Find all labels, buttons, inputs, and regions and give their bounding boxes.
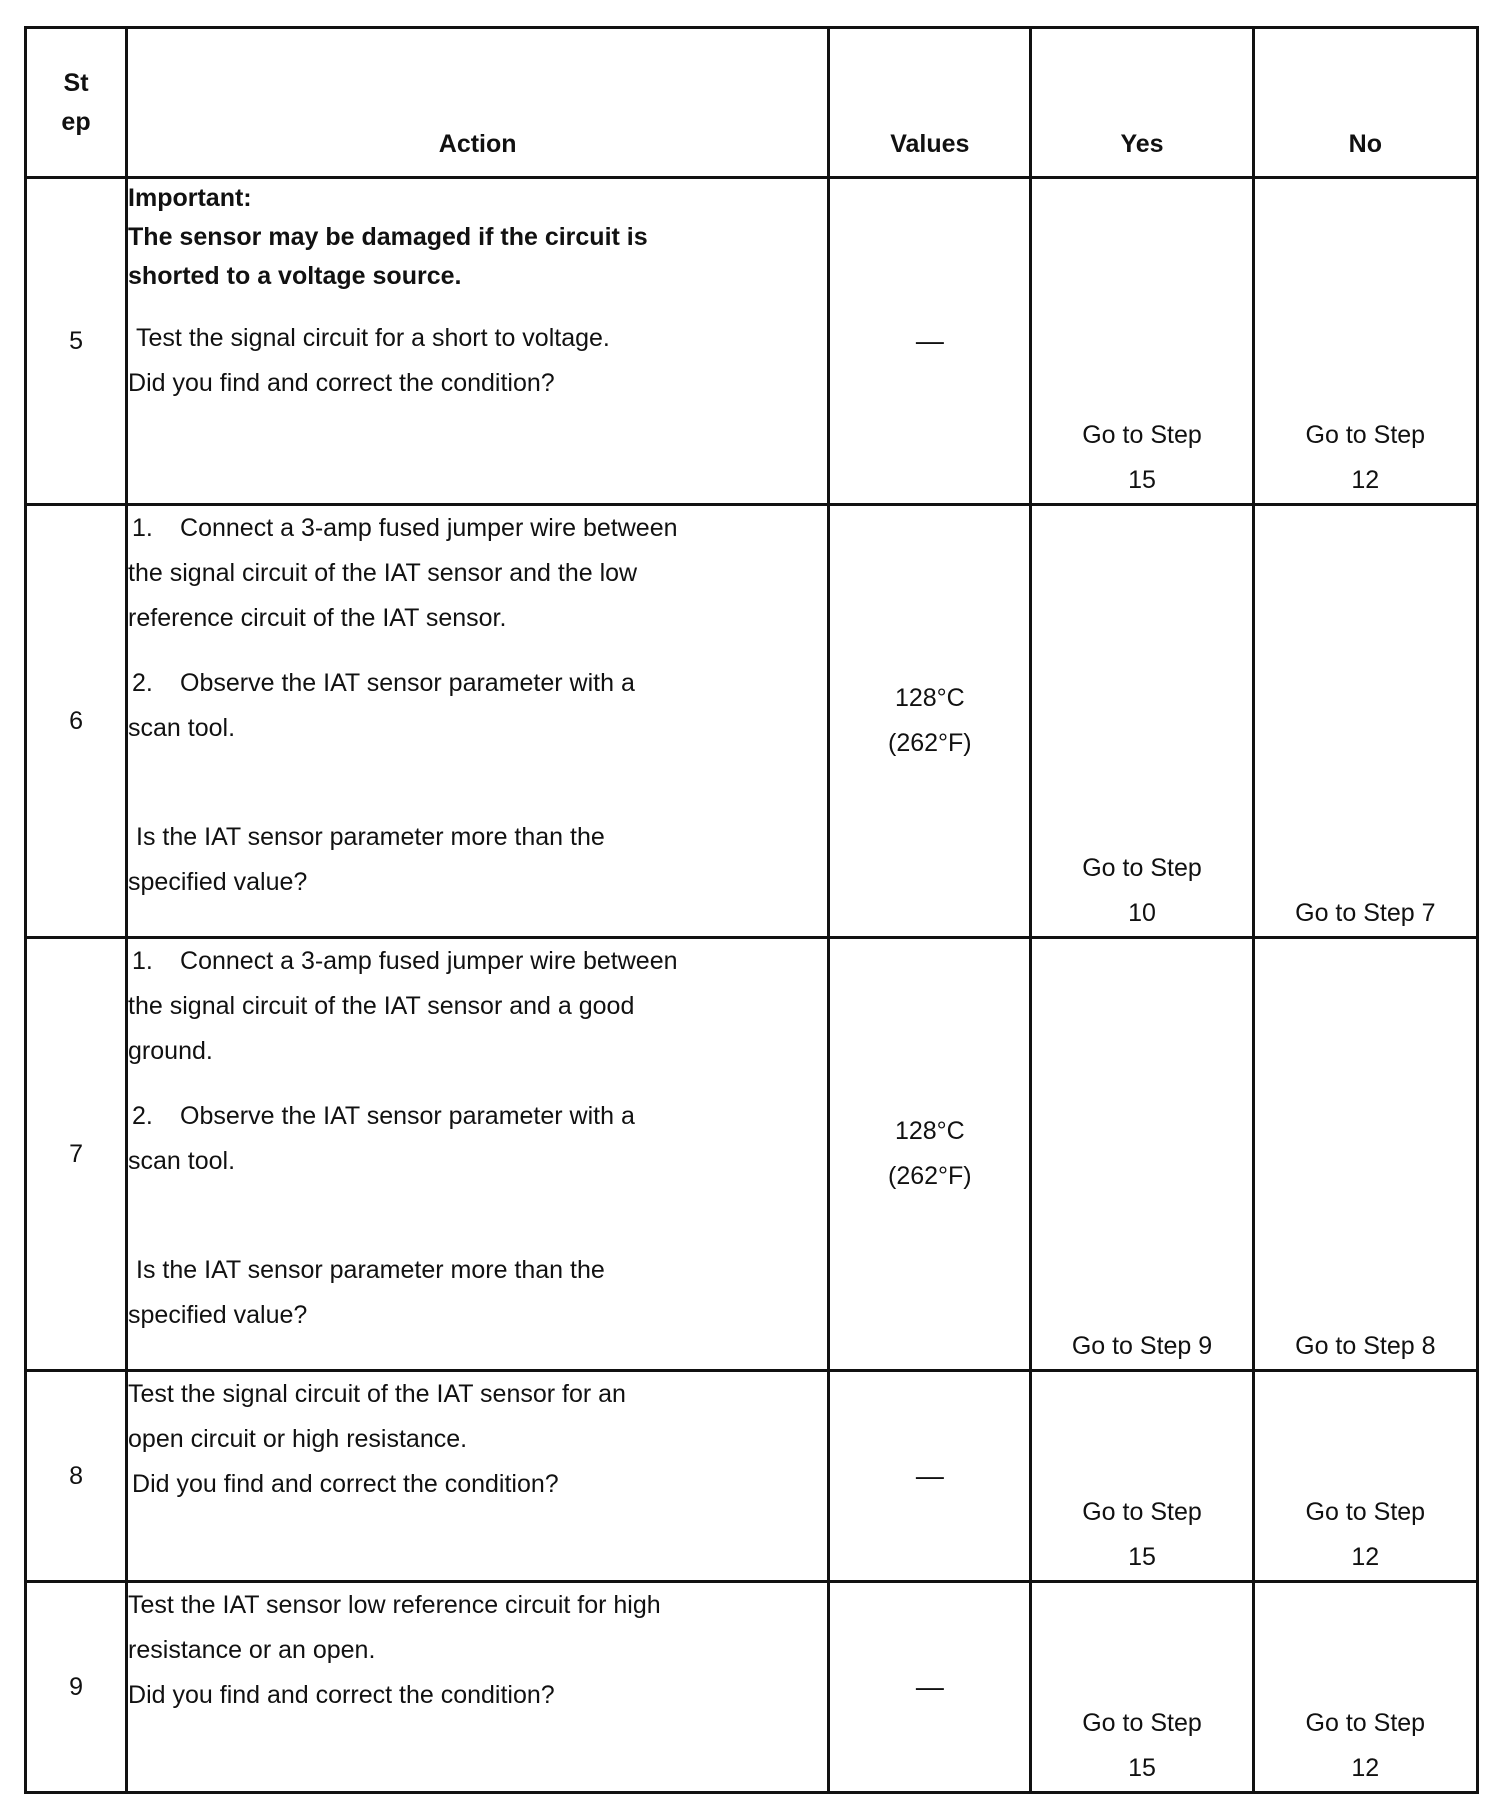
value-dash: —: [915, 1459, 944, 1491]
yes-cell: [1031, 505, 1253, 938]
step-number: 7: [26, 938, 127, 1371]
yes-result-step: 10: [1128, 899, 1156, 927]
value-cell: [829, 178, 1031, 505]
no-cell: [1253, 938, 1477, 1371]
action-cell: [127, 505, 829, 938]
yes-cell: [1031, 1371, 1253, 1582]
value-fahrenheit: (262°F): [888, 1162, 972, 1190]
question-text: specified value?: [128, 1301, 308, 1329]
list-item-number: 2.: [132, 1102, 153, 1130]
value-fahrenheit: (262°F): [888, 729, 972, 757]
action-text: Test the signal circuit of the IAT sensor for an: [128, 1380, 626, 1408]
list-item-number: 1.: [132, 947, 153, 975]
yes-result-step: 15: [1128, 1543, 1156, 1571]
question-text: specified value?: [128, 868, 308, 896]
list-item-number: 1.: [132, 514, 153, 542]
question-text: Did you find and correct the condition?: [128, 1681, 555, 1709]
value-dash: —: [915, 1670, 944, 1702]
header-step-line2: ep: [61, 107, 91, 136]
yes-result: Go to Step: [1082, 1498, 1202, 1526]
list-item: [128, 506, 827, 551]
no-cell: [1253, 505, 1477, 938]
no-result: Go to Step: [1305, 421, 1426, 449]
list-item-text: ground.: [128, 1037, 213, 1065]
no-cell: [1253, 1371, 1477, 1582]
action-text: resistance or an open.: [128, 1636, 376, 1664]
header-no: No: [1253, 28, 1477, 178]
header-values: Values: [829, 28, 1031, 178]
yes-cell: [1031, 1582, 1253, 1793]
header-row: [26, 28, 1478, 178]
value-cell: [829, 1582, 1031, 1793]
table-row-step-5: [26, 178, 1478, 505]
important-label: Important:: [128, 184, 252, 212]
step-number: 9: [26, 1582, 127, 1793]
list-item-text: scan tool.: [128, 714, 236, 742]
action-text: open circuit or high resistance.: [128, 1425, 468, 1453]
diagnostic-table: [24, 26, 1479, 1794]
action-cell: [127, 1582, 829, 1793]
no-cell: [1253, 178, 1477, 505]
table-row-step-9: [26, 1582, 1478, 1793]
step-number: 6: [26, 505, 127, 938]
no-cell: [1253, 1582, 1477, 1793]
value-cell: [829, 1371, 1031, 1582]
no-result: Go to Step 7: [1295, 899, 1436, 927]
no-result: Go to Step: [1305, 1498, 1426, 1526]
question-text: Did you find and correct the condition?: [128, 369, 555, 397]
no-result: Go to Step 8: [1295, 1332, 1436, 1360]
header-yes: Yes: [1031, 28, 1253, 178]
list-item-text: scan tool.: [128, 1147, 236, 1175]
action-cell: [127, 1371, 829, 1582]
list-item-text: Connect a 3-amp fused jumper wire between: [180, 947, 678, 975]
yes-result: Go to Step 9: [1071, 1332, 1213, 1360]
value-celsius: 128°C: [894, 684, 965, 712]
action-text: Test the signal circuit for a short to voltage.: [136, 324, 610, 352]
step-number: 5: [26, 178, 127, 505]
yes-cell: [1031, 178, 1253, 505]
list-item-text: Observe the IAT sensor parameter with a: [180, 669, 635, 697]
no-result-step: 12: [1351, 466, 1380, 494]
important-text: shorted to a voltage source.: [128, 262, 462, 290]
table-row-step-8: [26, 1371, 1478, 1582]
header-step-line1: St: [63, 68, 89, 97]
list-item-text: reference circuit of the IAT sensor.: [128, 604, 507, 632]
value-dash: —: [915, 324, 944, 356]
yes-result: Go to Step: [1082, 1709, 1202, 1737]
no-result-step: 12: [1351, 1543, 1380, 1571]
step-number: 8: [26, 1371, 127, 1582]
no-result: Go to Step: [1305, 1709, 1426, 1737]
value-cell: [829, 505, 1031, 938]
list-item-number: 2.: [132, 669, 153, 697]
question-text: Is the IAT sensor parameter more than the: [136, 823, 605, 851]
important-text: The sensor may be damaged if the circuit is: [128, 223, 648, 251]
list-item-text: the signal circuit of the IAT sensor and the low: [128, 559, 638, 587]
value-celsius: 128°C: [894, 1117, 965, 1145]
list-item: [128, 1094, 827, 1139]
action-text: Test the IAT sensor low reference circuit for high: [128, 1591, 661, 1619]
yes-result: Go to Step: [1082, 421, 1202, 449]
question-text: Did you find and correct the condition?: [132, 1470, 559, 1498]
question-text: Is the IAT sensor parameter more than the: [136, 1256, 605, 1284]
list-item: [128, 661, 827, 706]
yes-result-step: 15: [1128, 1754, 1156, 1782]
table-row-step-7: [26, 938, 1478, 1371]
header-step: [26, 28, 127, 178]
no-result-step: 12: [1351, 1754, 1380, 1782]
list-item-text: Connect a 3-amp fused jumper wire between: [180, 514, 678, 542]
list-item-text: Observe the IAT sensor parameter with a: [180, 1102, 635, 1130]
yes-cell: [1031, 938, 1253, 1371]
value-cell: [829, 938, 1031, 1371]
header-action: Action: [127, 28, 829, 178]
list-item-text: the signal circuit of the IAT sensor and a good: [128, 992, 635, 1020]
action-cell: [127, 178, 829, 505]
list-item: [128, 939, 827, 984]
table-row-step-6: [26, 505, 1478, 938]
yes-result-step: 15: [1128, 466, 1156, 494]
action-cell: [127, 938, 829, 1371]
yes-result: Go to Step: [1082, 854, 1202, 882]
